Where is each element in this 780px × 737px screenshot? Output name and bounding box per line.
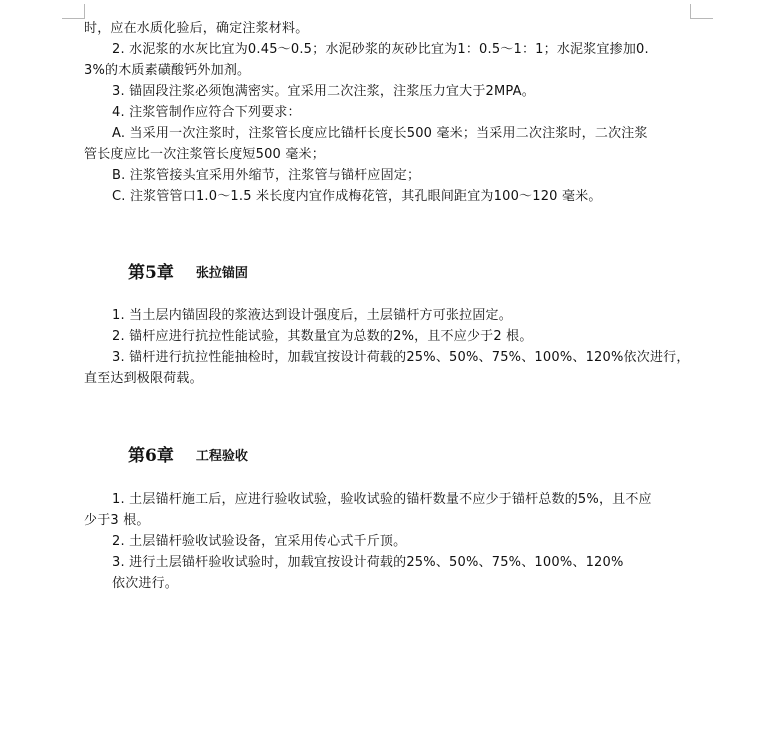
list-item-line: 3%的木质素磺酸钙外加剂。 bbox=[84, 63, 251, 78]
chapter-5-heading bbox=[128, 258, 248, 283]
list-item-line: 1. 当土层内锚固段的浆液达到设计强度后，土层锚杆方可张拉固定。 bbox=[112, 308, 512, 323]
chapter-title: 张拉锚固 bbox=[195, 266, 248, 281]
list-item-line: 管长度应比一次注浆管长度短500 毫米； bbox=[84, 147, 325, 162]
list-item-line: 依次进行。 bbox=[112, 576, 179, 591]
chapter-6-heading bbox=[128, 441, 248, 466]
list-item-line: 3. 锚杆进行抗拉性能抽检时，加载宜按设计荷载的25%、50%、75%、100%、120%依次进行， bbox=[112, 350, 690, 365]
list-item-line: 直至达到极限荷载。 bbox=[84, 371, 203, 386]
list-item-line: 3. 进行土层锚杆验收试验时，加载宜按设计荷载的25%、50%、75%、100%、120% bbox=[112, 555, 624, 570]
list-item-line: 少于3 根。 bbox=[84, 513, 150, 528]
page-corner-mark-right bbox=[690, 4, 713, 19]
chapter-title: 工程验收 bbox=[195, 449, 248, 464]
list-item-line: 2. 锚杆应进行抗拉性能试验，其数量宜为总数的2%，且不应少于2 根。 bbox=[112, 329, 533, 344]
chapter-number: 第6章 bbox=[128, 446, 174, 466]
list-item-line: 1. 土层锚杆施工后，应进行验收试验，验收试验的锚杆数量不应少于锚杆总数的5%，且不应 bbox=[112, 492, 652, 507]
list-item-line: 4. 注浆管制作应符合下列要求： bbox=[112, 105, 301, 120]
page-corner-mark-left bbox=[62, 4, 85, 19]
chapter-number: 第5章 bbox=[128, 263, 174, 283]
list-item-line: 3. 锚固段注浆必须饱满密实。宜采用二次注浆，注浆压力宜大于2MPA。 bbox=[112, 84, 535, 99]
list-item-line: C. 注浆管管口1.0～1.5 米长度内宜作成梅花管，其孔眼间距宜为100～120 毫米。 bbox=[112, 189, 602, 204]
list-item-line: B. 注浆管接头宜采用外缩节，注浆管与锚杆应固定； bbox=[112, 168, 421, 183]
list-item-line: 2. 水泥浆的水灰比宜为0.45～0.5；水泥砂浆的灰砂比宜为1：0.5～1：1；水泥浆宜掺加0. bbox=[112, 42, 649, 57]
paragraph-line: 时，应在水质化验后，确定注浆材料。 bbox=[84, 21, 309, 36]
list-item-line: A. 当采用一次注浆时，注浆管长度应比锚杆长度长500 毫米；当采用二次注浆时，二次注浆 bbox=[112, 126, 648, 141]
list-item-line: 2. 土层锚杆验收试验设备，宜采用传心式千斤顶。 bbox=[112, 534, 407, 549]
